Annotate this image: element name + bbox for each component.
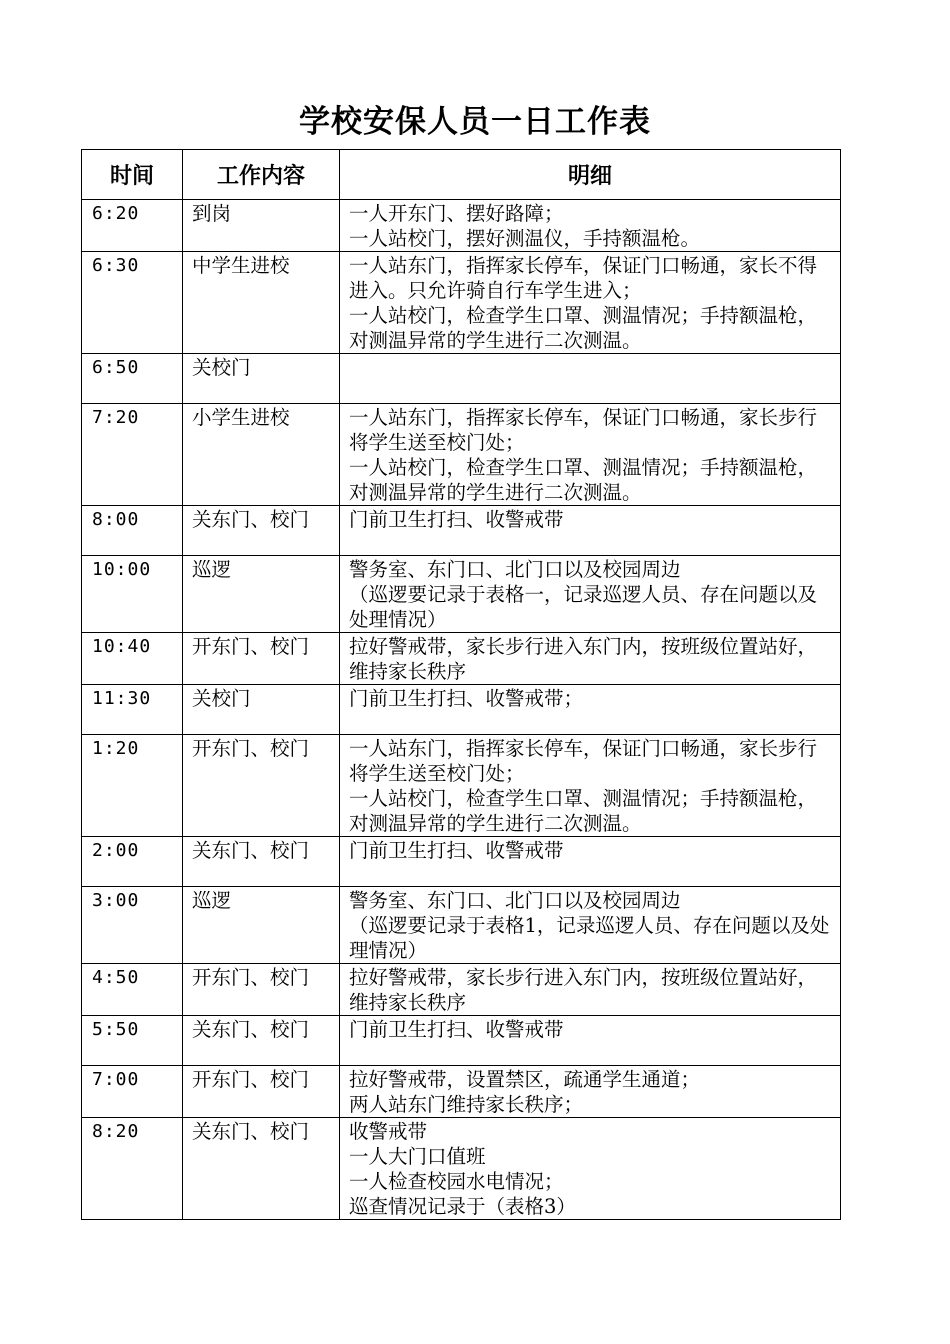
task-cell: 关东门、校门 bbox=[183, 1016, 340, 1066]
time-cell: 5:50 bbox=[82, 1016, 183, 1066]
details-cell bbox=[340, 1066, 841, 1118]
details-cell bbox=[340, 735, 841, 837]
detail-line: 一人站东门，指挥家长停车，保证门口畅通，家长步行将学生送至校门处； bbox=[349, 737, 818, 785]
detail-line: 拉好警戒带，家长步行进入东门内，按班级位置站好，维持家长秩序 bbox=[349, 966, 818, 1014]
details-cell bbox=[340, 964, 841, 1016]
detail-line: 收警戒带 bbox=[349, 1120, 428, 1143]
task-cell: 关东门、校门 bbox=[183, 506, 340, 556]
task-cell: 关东门、校门 bbox=[183, 1118, 340, 1220]
column-header-time: 时间 bbox=[82, 150, 183, 200]
time-cell: 10:00 bbox=[82, 556, 183, 633]
table-row bbox=[82, 354, 841, 404]
detail-line: 门前卫生打扫、收警戒带； bbox=[349, 687, 584, 710]
task-cell: 开东门、校门 bbox=[183, 1066, 340, 1118]
detail-line: 一人站校门，检查学生口罩、测温情况；手持额温枪，对测温异常的学生进行二次测温。 bbox=[349, 304, 818, 352]
details-cell bbox=[340, 887, 841, 964]
task-cell: 开东门、校门 bbox=[183, 633, 340, 685]
time-cell: 4:50 bbox=[82, 964, 183, 1016]
time-cell: 2:00 bbox=[82, 837, 183, 887]
task-cell: 中学生进校 bbox=[183, 252, 340, 354]
detail-line: 门前卫生打扫、收警戒带 bbox=[349, 508, 564, 531]
page-title: 学校安保人员一日工作表 bbox=[299, 104, 651, 140]
table-row bbox=[82, 1066, 841, 1118]
table-body bbox=[82, 200, 841, 1220]
task-cell: 关校门 bbox=[183, 685, 340, 735]
time-cell: 6:50 bbox=[82, 354, 183, 404]
table-row bbox=[82, 887, 841, 964]
time-cell: 8:00 bbox=[82, 506, 183, 556]
table-header-row bbox=[82, 150, 841, 200]
detail-line: 拉好警戒带，设置禁区，疏通学生通道； bbox=[349, 1068, 701, 1091]
detail-line: 巡查情况记录于（表格3） bbox=[349, 1195, 576, 1218]
time-cell: 3:00 bbox=[82, 887, 183, 964]
detail-line: 拉好警戒带，家长步行进入东门内，按班级位置站好，维持家长秩序 bbox=[349, 635, 818, 683]
details-cell bbox=[340, 506, 841, 556]
detail-line: 一人大门口值班 bbox=[349, 1145, 486, 1168]
detail-line: 一人检查校园水电情况； bbox=[349, 1170, 564, 1193]
detail-line: 一人开东门、摆好路障； bbox=[349, 202, 564, 225]
table-row bbox=[82, 1118, 841, 1220]
details-cell bbox=[340, 837, 841, 887]
detail-line: （巡逻要记录于表格1，记录巡逻人员、存在问题以及处理情况） bbox=[349, 914, 830, 962]
task-cell: 巡逻 bbox=[183, 887, 340, 964]
detail-line: 警务室、东门口、北门口以及校园周边 bbox=[349, 558, 681, 581]
details-cell bbox=[340, 354, 841, 404]
detail-line: 门前卫生打扫、收警戒带 bbox=[349, 839, 564, 862]
table-row bbox=[82, 685, 841, 735]
detail-line: 一人站校门，摆好测温仪，手持额温枪。 bbox=[349, 227, 701, 250]
detail-line: 警务室、东门口、北门口以及校园周边 bbox=[349, 889, 681, 912]
table-row bbox=[82, 252, 841, 354]
task-cell: 关东门、校门 bbox=[183, 837, 340, 887]
details-cell bbox=[340, 685, 841, 735]
time-cell: 7:00 bbox=[82, 1066, 183, 1118]
task-cell: 到岗 bbox=[183, 200, 340, 252]
table-row bbox=[82, 964, 841, 1016]
task-cell: 巡逻 bbox=[183, 556, 340, 633]
table-row bbox=[82, 1016, 841, 1066]
column-header-details: 明细 bbox=[340, 150, 841, 200]
table-row bbox=[82, 556, 841, 633]
task-cell: 关校门 bbox=[183, 354, 340, 404]
time-cell: 6:30 bbox=[82, 252, 183, 354]
detail-line: 一人站校门，检查学生口罩、测温情况；手持额温枪，对测温异常的学生进行二次测温。 bbox=[349, 456, 818, 504]
time-cell: 6:20 bbox=[82, 200, 183, 252]
detail-line: 两人站东门维持家长秩序； bbox=[349, 1093, 584, 1116]
details-cell bbox=[340, 404, 841, 506]
details-cell bbox=[340, 633, 841, 685]
details-cell bbox=[340, 200, 841, 252]
detail-line: 一人站校门，检查学生口罩、测温情况；手持额温枪，对测温异常的学生进行二次测温。 bbox=[349, 787, 818, 835]
detail-line: 门前卫生打扫、收警戒带 bbox=[349, 1018, 564, 1041]
time-cell: 1:20 bbox=[82, 735, 183, 837]
task-cell: 小学生进校 bbox=[183, 404, 340, 506]
details-cell bbox=[340, 1016, 841, 1066]
details-cell bbox=[340, 1118, 841, 1220]
task-cell: 开东门、校门 bbox=[183, 964, 340, 1016]
time-cell: 11:30 bbox=[82, 685, 183, 735]
table-row bbox=[82, 200, 841, 252]
detail-line: （巡逻要记录于表格一，记录巡逻人员、存在问题以及处理情况） bbox=[349, 583, 818, 631]
duty-schedule-table bbox=[81, 149, 841, 1220]
table-row bbox=[82, 735, 841, 837]
column-header-task: 工作内容 bbox=[183, 150, 340, 200]
table-row bbox=[82, 506, 841, 556]
details-cell bbox=[340, 252, 841, 354]
time-cell: 8:20 bbox=[82, 1118, 183, 1220]
task-cell: 开东门、校门 bbox=[183, 735, 340, 837]
details-cell bbox=[340, 556, 841, 633]
time-cell: 7:20 bbox=[82, 404, 183, 506]
detail-line: 一人站东门，指挥家长停车，保证门口畅通，家长不得进入。只允许骑自行车学生进入； bbox=[349, 254, 818, 302]
table-row bbox=[82, 633, 841, 685]
table-row bbox=[82, 404, 841, 506]
table-row bbox=[82, 837, 841, 887]
detail-line: 一人站东门，指挥家长停车，保证门口畅通，家长步行将学生送至校门处； bbox=[349, 406, 818, 454]
time-cell: 10:40 bbox=[82, 633, 183, 685]
